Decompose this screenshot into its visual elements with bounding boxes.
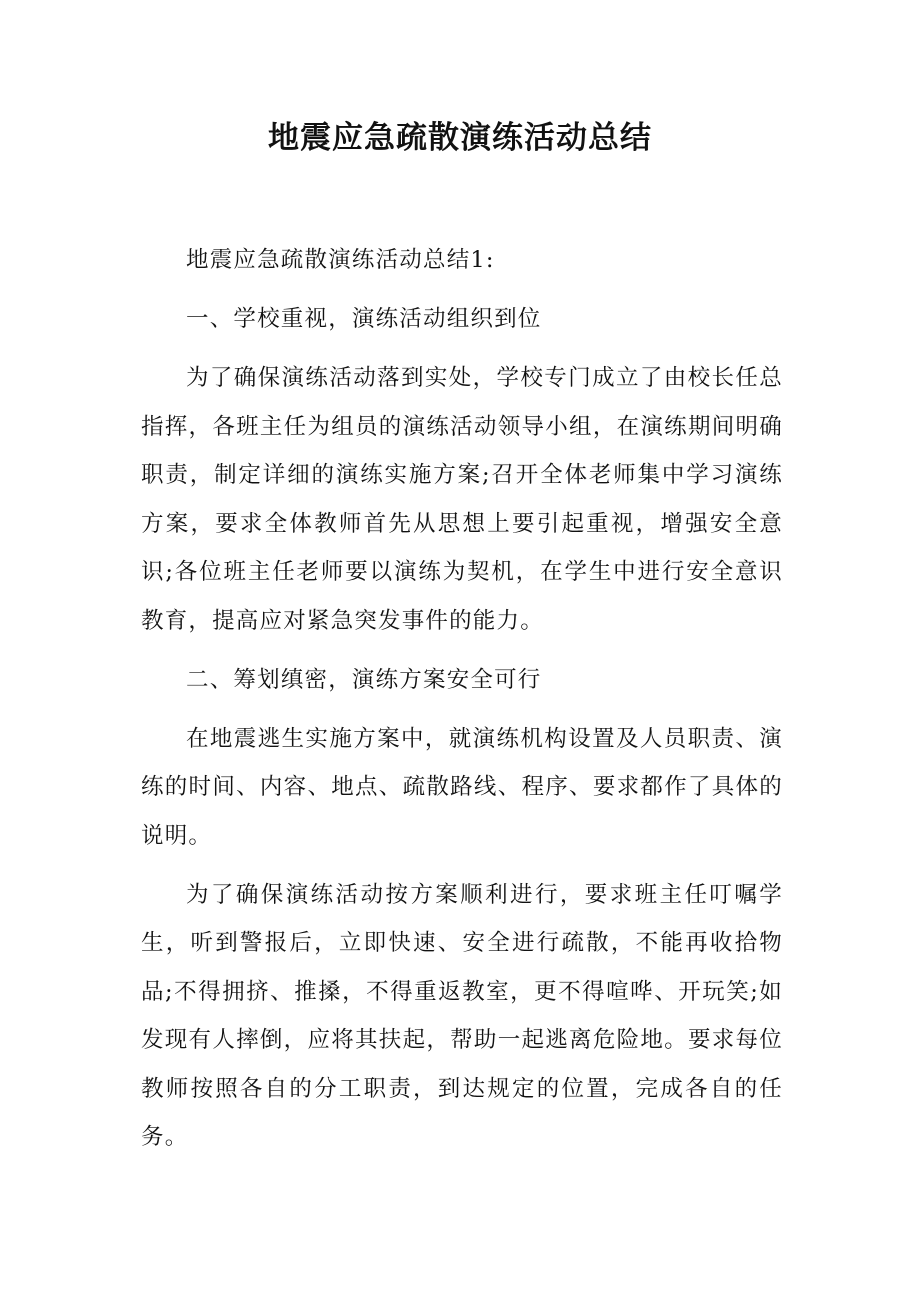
document-body xyxy=(141,236,783,1172)
paragraph: 在地震逃生实施方案中，就演练机构设置及人员职责、演练的时间、内容、地点、疏散路线、程序、要求都作了具体的说明。 xyxy=(141,725,783,849)
section-heading-1: 一、学校重视，演练活动组织到位 xyxy=(186,306,542,332)
paragraph: 为了确保演练活动按方案顺利进行，要求班主任叮嘱学生，听到警报后，立即快速、安全进行疏散，不能再收拾物品;不得拥挤、推搡，不得重返教室，更不得喧哗、开玩笑;如发现有人摔倒，应将其扶起，帮助一起逃离危险地。要求每位教师按照各自的分工职责，到达规定的位置，完成各自的任务。 xyxy=(141,881,783,1150)
paragraph: 为了确保演练活动落到实处，学校专门成立了由校长任总指挥，各班主任为组员的演练活动领导小组，在演练期间明确职责，制定详细的演练实施方案;召开全体老师集中学习演练方案，要求全体教师首先从思想上要引起重视，增强安全意识;各位班主任老师要以演练为契机，在学生中进行安全意识教育，提高应对紧急突发事件的能力。 xyxy=(141,365,783,634)
section-heading-2: 二、筹划缜密，演练方案安全可行 xyxy=(186,666,542,693)
section-heading-summary-1: 地震应急疏散演练活动总结1: xyxy=(186,247,495,273)
document-title: 地震应急疏散演练活动总结 xyxy=(268,120,652,156)
